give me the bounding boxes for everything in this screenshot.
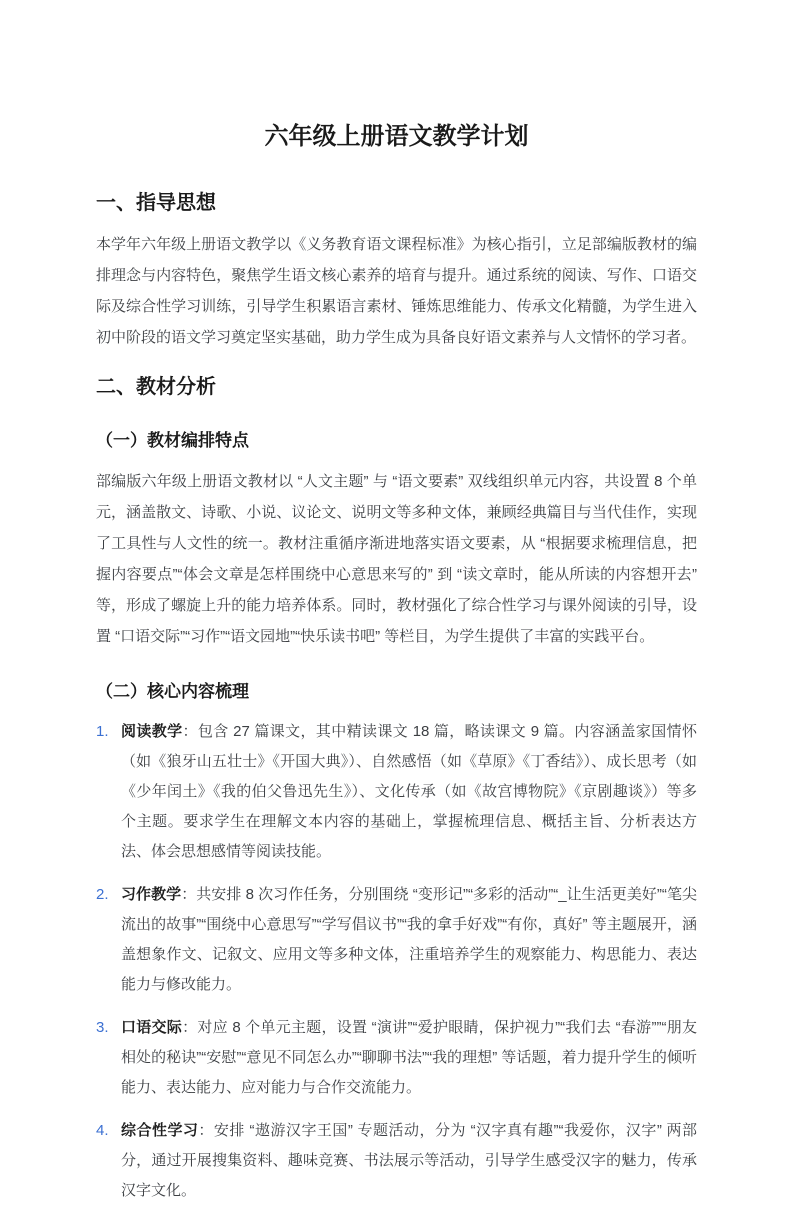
- list-item-text: ：对应 8 个单元主题，设置 “演讲”“爱护眼睛，保护视力”“我们去 “春游””“朋友相处的秘诀”“安慰”“意见不同怎么办”“聊聊书法”“我的理想” 等话题，着力提升学生的倾听能力、表达能力、应对能力与合作交流能力。: [121, 1019, 697, 1096]
- list-item-comprehensive-learning: [96, 1116, 697, 1206]
- list-item-label: 阅读教学: [121, 723, 183, 740]
- list-item-writing: [96, 880, 697, 1000]
- list-item-text: ：共安排 8 次习作任务，分别围绕 “变形记”“多彩的活动”“_让生活更美好”“笔尖流出的故事”“围绕中心意思写”“学写倡议书”“我的拿手好戏”“有你，真好” 等主题展开，涵盖想象作文、记叙文、应用文等多种文体，注重培养学生的观察能力、构思能力、表达能力与修改能力。: [121, 886, 697, 993]
- list-item-label: 习作教学: [121, 886, 182, 903]
- section-heading-guiding-ideology: 一、指导思想: [96, 192, 216, 214]
- list-item-body: [121, 1013, 697, 1103]
- list-item-oral-communication: [96, 1013, 697, 1103]
- subsection-heading-core-content: （二）核心内容梳理: [96, 682, 249, 701]
- list-item-body: [121, 880, 697, 1000]
- paragraph-guiding-ideology: 本学年六年级上册语文教学以《义务教育语文课程标准》为核心指引，立足部编版教材的编排理念与内容特色，聚焦学生语文核心素养的培育与提升。通过系统的阅读、写作、口语交际及综合性学习训练，引导学生积累语言素材、锤炼思维能力、传承文化精髓，为学生进入初中阶段的语文学习奠定坚实基础，助力学生成为具备良好语文素养与人文情怀的学习者。: [96, 236, 697, 346]
- list-item-body: [121, 717, 697, 867]
- section-heading-textbook-analysis: 二、教材分析: [96, 376, 216, 398]
- paragraph-textbook-arrangement: 部编版六年级上册语文教材以 “人文主题” 与 “语文要素” 双线组织单元内容，共设置 8 个单元，涵盖散文、诗歌、小说、议论文、说明文等多种文体，兼顾经典篇目与当代佳作，实现了工具性与人文性的统一。教材注重循序渐进地落实语文要素，从 “根据要求梳理信息，把握内容要点”“体会文章是怎样围绕中心意思来写的” 到 “读文章时，能从所读的内容想开去” 等，形成了螺旋上升的能力培养体系。同时，教材强化了综合性学习与课外阅读的引导，设置 “口语交际”“习作”“语文园地”“快乐读书吧” 等栏目，为学生提供了丰富的实践平台。: [96, 473, 697, 645]
- subsection-heading-textbook-arrangement: （一）教材编排特点: [96, 431, 249, 450]
- list-item-text: ：包含 27 篇课文，其中精读课文 18 篇，略读课文 9 篇。内容涵盖家国情怀（如《狼牙山五壮士》《开国大典》）、自然感悟（如《草原》《丁香结》）、成长思考（如《少年闰土》《我的伯父鲁迅先生》）、文化传承（如《故宫博物院》《京剧趣谈》）等多个主题。要求学生在理解文本内容的基础上，掌握梳理信息、概括主旨、分析表达方法、体会思想感情等阅读技能。: [121, 723, 697, 860]
- list-item-body: [121, 1116, 697, 1206]
- list-number: 3.: [96, 1019, 109, 1036]
- list-item-text: ：安排 “遨游汉字王国” 专题活动，分为 “汉字真有趣”“我爱你，汉字” 两部分，通过开展搜集资料、趣味竞赛、书法展示等活动，引导学生感受汉字的魅力，传承汉字文化。: [121, 1122, 697, 1199]
- list-number: 4.: [96, 1122, 109, 1139]
- list-item-label: 综合性学习: [121, 1122, 199, 1139]
- list-item-reading: [96, 717, 697, 867]
- list-item-label: 口语交际: [121, 1019, 183, 1036]
- document-title: 六年级上册语文教学计划: [264, 123, 529, 150]
- list-number: 1.: [96, 723, 109, 740]
- core-content-list: [96, 717, 697, 1206]
- list-number: 2.: [96, 886, 109, 903]
